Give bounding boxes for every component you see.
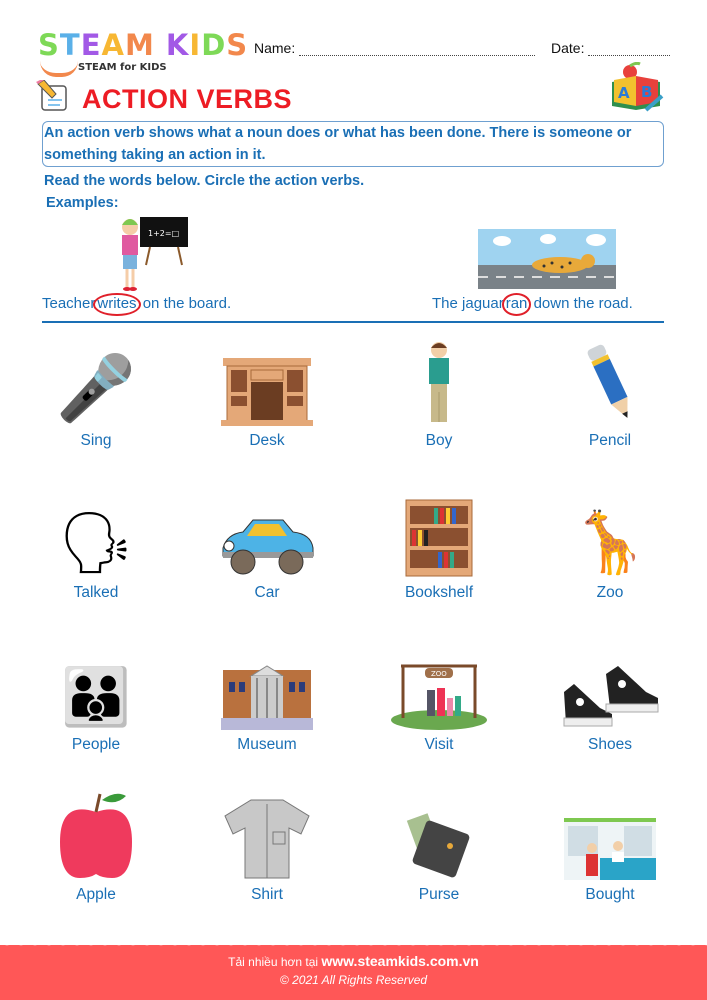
singing-girl-icon: 🎤 xyxy=(56,352,136,426)
museum-icon xyxy=(197,640,337,730)
instruction-text: Read the words below. Circle the action verbs. xyxy=(44,173,365,189)
bookshelf-icon xyxy=(369,488,509,578)
desk-icon xyxy=(197,336,337,426)
logo-letter: A xyxy=(101,28,125,62)
word-label: Bookshelf xyxy=(404,584,474,601)
scroll-pencil-icon xyxy=(36,80,72,114)
word-item-purse[interactable] xyxy=(369,790,509,904)
svg-text:ZOO: ZOO xyxy=(431,670,447,678)
logo-letter: T xyxy=(59,28,81,62)
children-group-icon: 👪 xyxy=(61,665,131,730)
word-item-boy[interactable] xyxy=(369,336,509,450)
logo-letter: S xyxy=(226,28,249,62)
word-label: Boy xyxy=(425,432,453,449)
word-item-bookshelf[interactable] xyxy=(369,488,509,602)
word-item-sing[interactable] xyxy=(26,336,166,450)
footer-scallop-border xyxy=(0,938,707,952)
word-item-people[interactable] xyxy=(26,640,166,754)
wallet-icon xyxy=(369,790,509,880)
logo-tagline: STEAM for KIDS xyxy=(78,62,167,73)
word-label: Car xyxy=(254,584,280,601)
word-label: Desk xyxy=(249,432,285,449)
svg-text:A: A xyxy=(618,84,630,102)
shopping-scene-icon xyxy=(540,790,680,880)
example-sentence-2 xyxy=(432,295,633,312)
steam-kids-logo xyxy=(38,28,249,74)
word-item-zoo[interactable] xyxy=(540,488,680,602)
boy-icon xyxy=(369,336,509,426)
date-field[interactable] xyxy=(551,40,670,56)
logo-letter: S xyxy=(38,28,60,62)
circled-verb-writes: writes xyxy=(97,295,137,312)
word-label: Zoo xyxy=(596,584,624,601)
apple-icon xyxy=(26,790,166,880)
word-label: Talked xyxy=(73,584,119,601)
abc-book-icon xyxy=(608,62,664,112)
footer xyxy=(0,945,707,1000)
logo-letter: K xyxy=(165,28,190,62)
word-item-pencil[interactable] xyxy=(540,336,680,450)
car-icon xyxy=(197,488,337,578)
footer-prefix: Tải nhiều hơn tại xyxy=(228,955,322,969)
svg-text:B: B xyxy=(641,83,653,101)
circled-verb-ran: ran xyxy=(505,295,528,312)
example-2-before: The jaguar xyxy=(432,295,504,312)
logo-wordmark xyxy=(38,28,249,62)
date-label: Date: xyxy=(551,40,585,56)
definition-text: An action verb shows what a noun does or what has been done. There is someone or something taking an action in it. xyxy=(44,125,632,163)
word-item-museum[interactable] xyxy=(197,640,337,754)
zoo-animals-icon: 🦒 xyxy=(572,508,648,578)
page-title: ACTION VERBS xyxy=(82,84,293,114)
logo-letter: I xyxy=(189,28,202,62)
word-item-desk[interactable] xyxy=(197,336,337,450)
logo-letter: D xyxy=(201,28,227,62)
word-label: Sing xyxy=(80,432,112,449)
example-1-after: on the board. xyxy=(142,295,232,312)
footer-download-line xyxy=(0,953,707,969)
logo-letter: E xyxy=(80,28,102,62)
name-blank[interactable] xyxy=(299,43,535,56)
teacher-board-picture xyxy=(112,215,192,293)
word-label: Visit xyxy=(424,736,454,753)
word-label: Bought xyxy=(585,886,635,903)
word-item-shoes[interactable] xyxy=(540,640,680,754)
date-blank[interactable] xyxy=(588,43,670,56)
example-1-before: Teacher xyxy=(42,295,96,312)
logo-swoosh-icon xyxy=(40,61,78,77)
footer-website-link[interactable]: www.steamkids.com.vn xyxy=(321,953,479,969)
example-sentence-1 xyxy=(42,295,231,312)
word-label: Purse xyxy=(418,886,460,903)
examples-label: Examples: xyxy=(46,195,119,211)
example-2-after: down the road. xyxy=(533,295,633,312)
jaguar-running-picture xyxy=(478,229,616,289)
pencil-icon xyxy=(540,336,680,426)
word-item-car[interactable] xyxy=(197,488,337,602)
word-label: Shirt xyxy=(251,886,283,903)
zoo-visit-icon xyxy=(369,640,509,730)
logo-letter: M xyxy=(124,28,155,62)
word-label: Shoes xyxy=(588,736,632,753)
word-label: Apple xyxy=(76,886,116,903)
word-item-visit[interactable] xyxy=(369,640,509,754)
word-label: People xyxy=(71,736,121,753)
word-item-apple[interactable] xyxy=(26,790,166,904)
word-item-talked[interactable] xyxy=(26,488,166,602)
talking-people-icon: 🗣 xyxy=(57,508,135,578)
word-label: Pencil xyxy=(588,432,632,449)
footer-copyright: © 2021 All Rights Reserved xyxy=(279,973,428,987)
word-label: Museum xyxy=(237,736,297,753)
section-divider xyxy=(42,321,664,323)
word-item-bought[interactable] xyxy=(540,790,680,904)
word-item-shirt[interactable] xyxy=(197,790,337,904)
name-field[interactable] xyxy=(254,40,535,56)
sneakers-icon xyxy=(540,640,680,730)
shirt-icon xyxy=(197,790,337,880)
name-label: Name: xyxy=(254,40,296,56)
svg-text:1+2=□: 1+2=□ xyxy=(148,229,180,238)
